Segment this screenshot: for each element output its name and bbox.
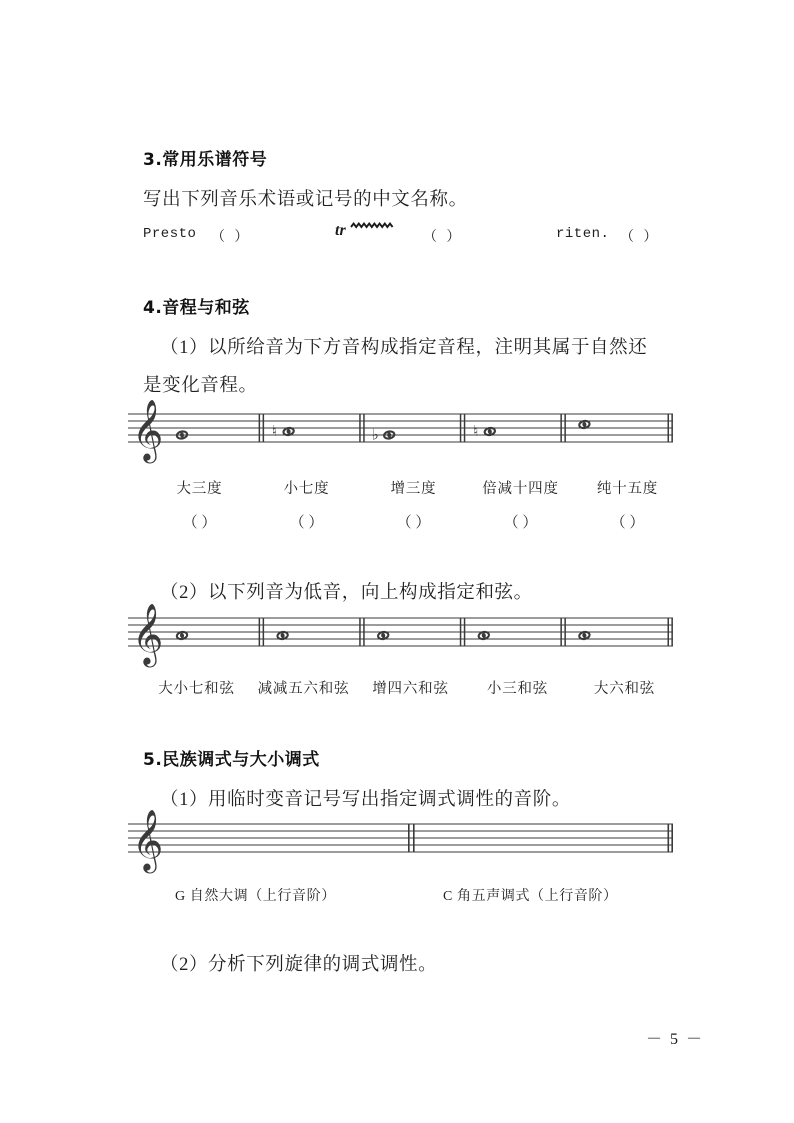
treble-clef-icon — [132, 399, 163, 463]
barline — [464, 414, 466, 442]
section-5-heading: 5.民族调式与大小调式 — [143, 750, 320, 770]
flat-accidental-icon: ♭ — [371, 425, 379, 444]
barline — [359, 414, 361, 442]
svg-text:𝄞: 𝄞 — [132, 399, 164, 461]
treble-clef-icon — [132, 809, 163, 873]
barline — [259, 618, 261, 646]
barline — [668, 414, 670, 442]
interval-blank-3[interactable]: （ ） — [396, 515, 431, 531]
page-number: － 5 － — [646, 1031, 705, 1048]
section-4-q1-prompt-line1: （1）以所给音为下方音构成指定音程，注明其属于自然还 — [160, 338, 648, 358]
interval-blank-row — [146, 511, 681, 532]
svg-text:𝄞: 𝄞 — [132, 809, 164, 871]
svg-text:𝄞: 𝄞 — [132, 603, 164, 665]
scale-staff — [128, 809, 673, 871]
treble-clef-icon — [132, 603, 163, 667]
blank-trill[interactable]: （ ） — [423, 230, 461, 246]
barline — [460, 618, 462, 646]
section-4-q1-prompt-line2: 是变化音程。 — [143, 376, 258, 396]
mode-label-1: G 自然大调（上行音阶） — [175, 889, 336, 904]
interval-label-4: 倍减十四度 — [482, 481, 559, 497]
chord-staff — [128, 603, 673, 665]
barline — [668, 824, 670, 852]
barline — [408, 824, 410, 852]
barline — [464, 618, 466, 646]
trill-icon — [335, 220, 407, 238]
section-3-heading: 3.常用乐谱符号 — [143, 150, 268, 170]
barline — [564, 618, 566, 646]
chord-label-3: 增四六和弦 — [372, 681, 449, 697]
mode-label-2: C 角五声调式（上行音阶） — [443, 889, 618, 904]
barline — [668, 618, 670, 646]
section-4-q2-prompt: （2）以下列音为低音，向上构成指定和弦。 — [160, 583, 533, 603]
interval-label-3: 增三度 — [390, 481, 437, 497]
barline — [263, 618, 265, 646]
barline — [671, 824, 673, 852]
interval-staff — [128, 399, 673, 461]
blank-presto[interactable]: （ ） — [211, 230, 249, 246]
barline — [363, 414, 365, 442]
natural-accidental-icon: ♮ — [271, 422, 278, 440]
barline — [460, 414, 462, 442]
interval-blank-5[interactable]: （ ） — [610, 515, 645, 531]
natural-accidental-icon: ♮ — [473, 422, 479, 440]
section-3-instruction: 写出下列音乐术语或记号的中文名称。 — [143, 190, 468, 210]
barline — [564, 414, 566, 442]
barline — [671, 414, 673, 442]
term-riten: riten. — [556, 226, 610, 242]
chord-label-2: 减减五六和弦 — [257, 681, 350, 697]
section-5-q1-prompt: （1）用临时变音记号写出指定调式调性的音阶。 — [160, 790, 571, 810]
svg-text:tr: tr — [335, 222, 346, 239]
barline — [560, 414, 562, 442]
interval-blank-4[interactable]: （ ） — [503, 515, 538, 531]
interval-label-5: 纯十五度 — [596, 481, 659, 497]
barline — [263, 414, 265, 442]
barline — [363, 618, 365, 646]
section-4-heading: 4.音程与和弦 — [143, 298, 250, 318]
barline — [413, 824, 415, 852]
interval-blank-1[interactable]: （ ） — [182, 515, 217, 531]
barline — [359, 618, 361, 646]
chord-label-4: 小三和弦 — [486, 681, 549, 697]
interval-label-1: 大三度 — [176, 481, 223, 497]
barline — [259, 414, 261, 442]
chord-label-1: 大小七和弦 — [158, 681, 235, 697]
chord-label-5: 大六和弦 — [593, 681, 656, 697]
chord-label-row — [143, 677, 678, 698]
barline — [671, 618, 673, 646]
barline — [560, 618, 562, 646]
interval-blank-2[interactable]: （ ） — [289, 515, 324, 531]
blank-riten[interactable]: （ ） — [620, 230, 658, 246]
interval-label-row — [146, 477, 681, 498]
interval-label-2: 小七度 — [283, 481, 330, 497]
term-presto: Presto — [143, 226, 197, 242]
section-5-q2-prompt: （2）分析下列旋律的调式调性。 — [160, 955, 438, 975]
